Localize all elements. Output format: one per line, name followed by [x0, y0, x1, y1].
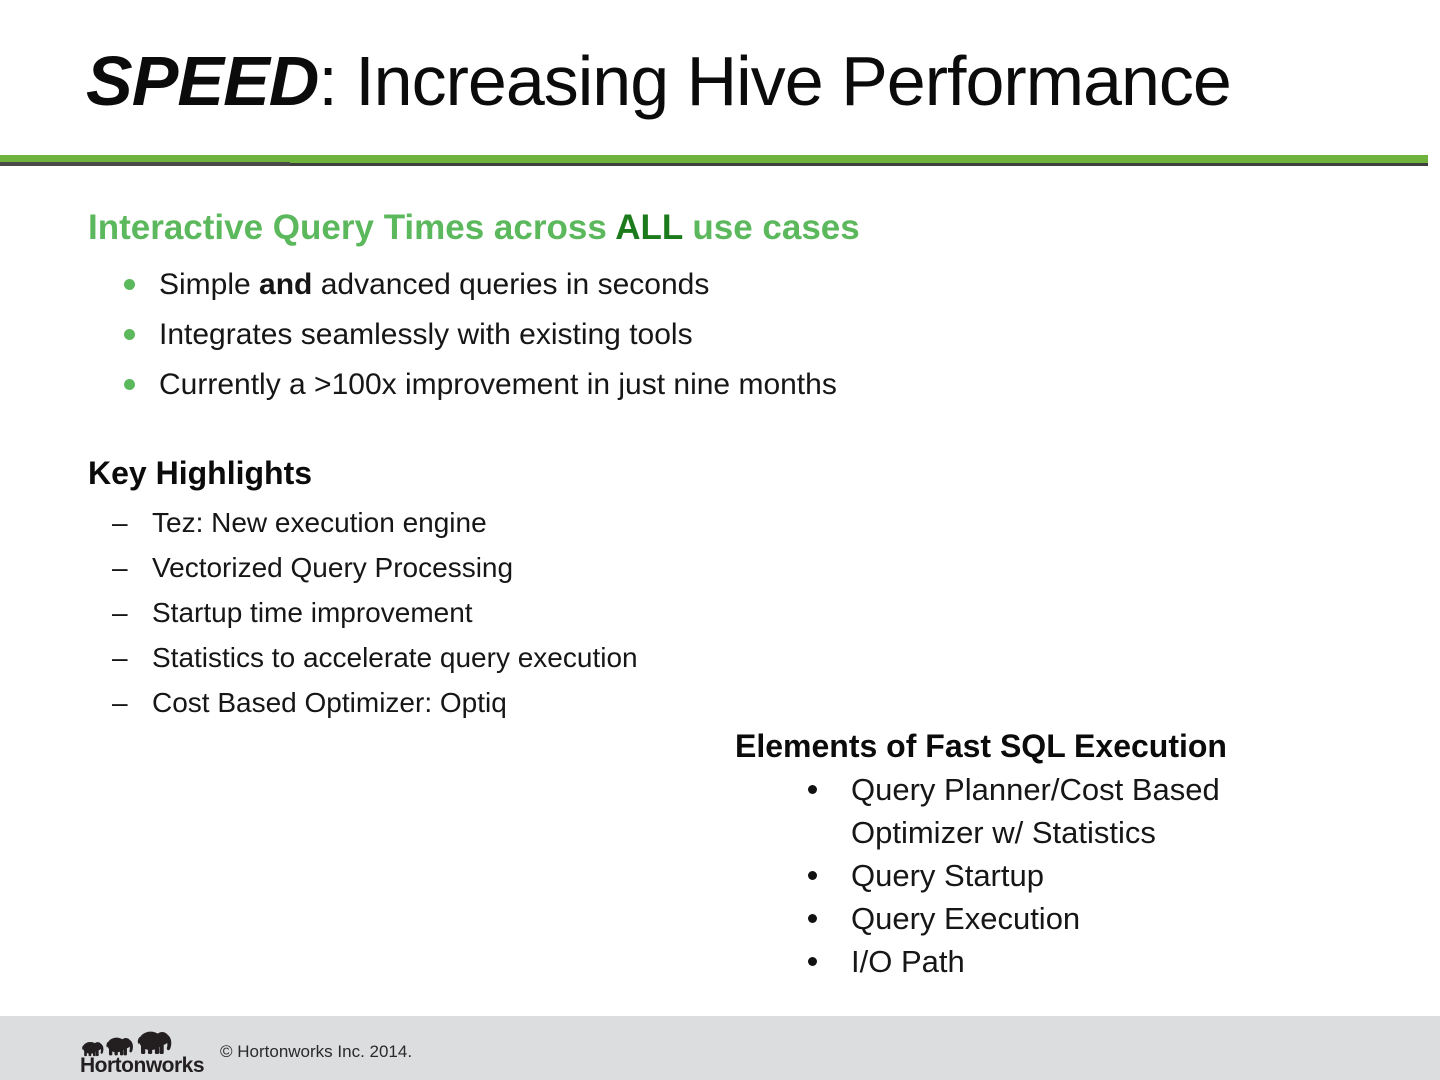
- intro-heading-part2: use cases: [682, 208, 860, 247]
- list-item-label: Statistics to accelerate query execution: [152, 642, 638, 673]
- list-item: [112, 680, 638, 725]
- footer: [0, 1016, 1440, 1080]
- dash-icon: –: [112, 552, 128, 583]
- list-item-label: Currently a >100x improvement in just nine months: [159, 368, 837, 401]
- bullet-icon: [124, 279, 135, 290]
- intro-heading-emphasis: ALL: [615, 208, 683, 247]
- list-item: [808, 940, 1291, 983]
- list-item: [808, 854, 1291, 897]
- key-highlights-heading: Key Highlights: [88, 455, 313, 491]
- list-item-label: Query Planner/Cost Based Optimizer w/ Statistics: [851, 772, 1220, 850]
- key-highlights-list: [112, 500, 638, 725]
- elephants-icon: [80, 1021, 206, 1057]
- intro-heading: [88, 206, 860, 250]
- list-item: [112, 500, 638, 545]
- list-item: [124, 360, 837, 410]
- list-item: [112, 590, 638, 635]
- logo-wordmark: Hortonworks: [80, 1054, 205, 1077]
- page-title: [86, 40, 1231, 122]
- list-item-label: Tez: New execution engine: [152, 507, 487, 538]
- list-item-label: I/O Path: [851, 944, 965, 979]
- bullet-icon: [124, 329, 135, 340]
- bullet-icon: [808, 785, 817, 794]
- list-item: [112, 635, 638, 680]
- dash-icon: –: [112, 507, 128, 538]
- dash-icon: –: [112, 597, 128, 628]
- dash-icon: –: [112, 687, 128, 718]
- list-item-label: Cost Based Optimizer: Optiq: [152, 687, 507, 718]
- intro-heading-part1: Interactive Query Times across: [88, 208, 616, 247]
- elements-list: [808, 768, 1291, 983]
- list-item: [808, 897, 1291, 940]
- hortonworks-logo: [80, 1021, 210, 1076]
- list-item-label: Integrates seamlessly with existing tools: [159, 318, 693, 351]
- bullet-icon: [808, 914, 817, 923]
- list-item: [808, 768, 1291, 854]
- title-rest: : Increasing Hive Performance: [318, 42, 1231, 120]
- title-emphasis: SPEED: [86, 42, 319, 120]
- list-item-label: Query Execution: [851, 901, 1081, 936]
- list-item-label: Query Startup: [851, 858, 1044, 893]
- title-underline-segment: [0, 162, 290, 166]
- bullet-icon: [124, 379, 135, 390]
- list-item: [112, 545, 638, 590]
- list-item: [124, 310, 837, 360]
- list-item-label: Startup time improvement: [152, 597, 473, 628]
- copyright-text: © Hortonworks Inc. 2014.: [220, 1042, 413, 1061]
- bullet-icon: [808, 871, 817, 880]
- list-item-label: Simple and advanced queries in seconds: [159, 268, 710, 301]
- list-item: [124, 260, 837, 310]
- list-item-label: Vectorized Query Processing: [152, 552, 514, 583]
- elements-heading: Elements of Fast SQL Execution: [735, 728, 1227, 764]
- intro-bullet-list: [124, 260, 837, 410]
- bullet-icon: [808, 957, 817, 966]
- dash-icon: –: [112, 642, 128, 673]
